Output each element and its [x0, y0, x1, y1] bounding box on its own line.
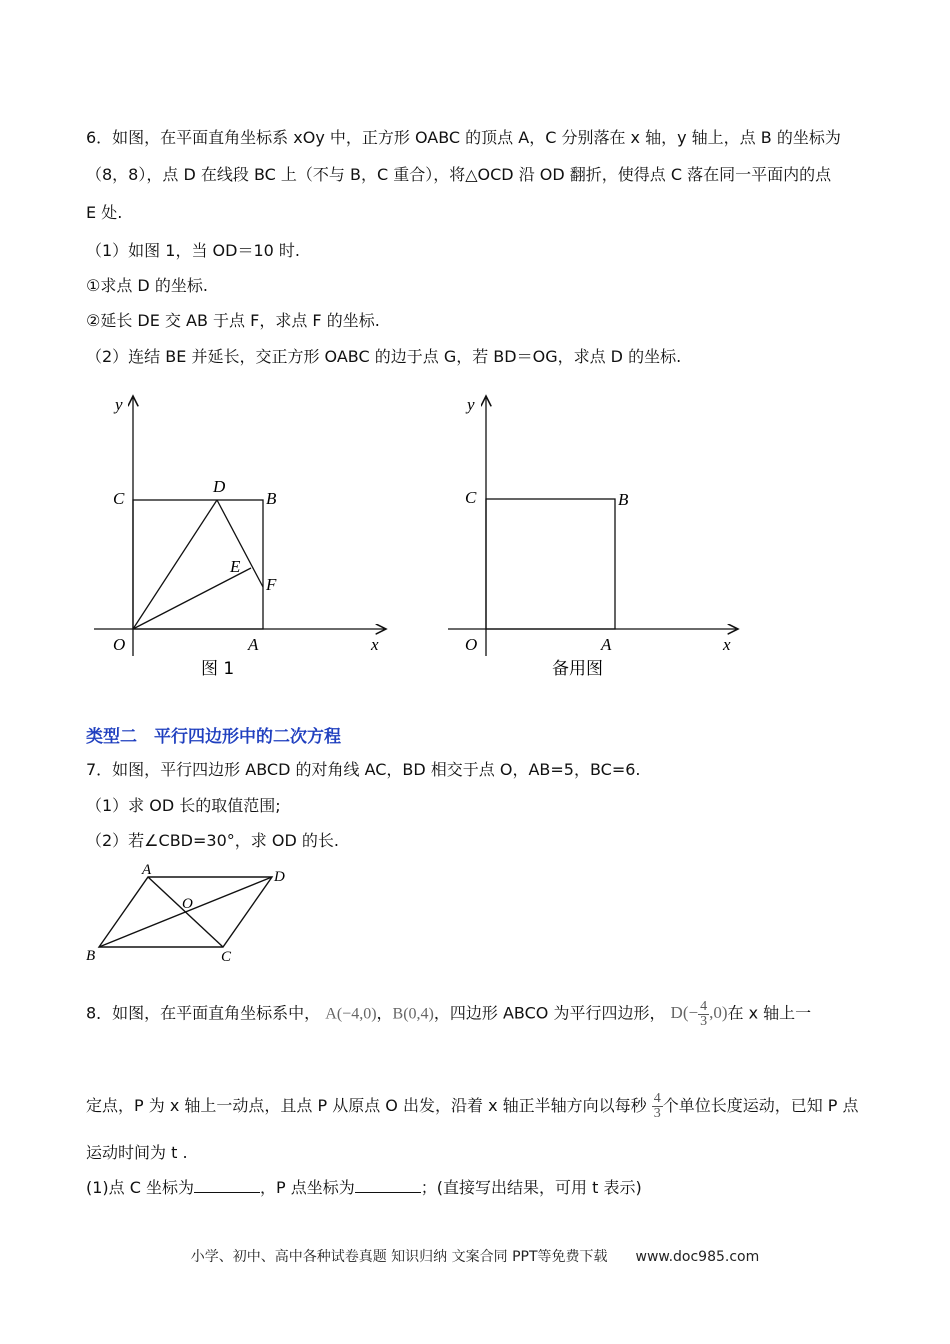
- q7-line-2: （1）求 OD 长的取值范围;: [86, 796, 281, 815]
- label-c: C: [113, 489, 125, 508]
- label-y: y: [115, 395, 123, 414]
- caption-fig1: 图 1: [201, 659, 235, 679]
- label-y: y: [467, 395, 475, 414]
- label-a: A: [248, 635, 259, 654]
- label-x: x: [371, 635, 379, 654]
- q8-line-4: [86, 1178, 642, 1198]
- segment-od: [133, 500, 217, 629]
- figure-parallelogram: [80, 860, 300, 970]
- q6-line-7: （2）连结 BE 并延长，交正方形 OABC 的边于点 G，若 BD＝OG，求点 D 的坐标.: [86, 347, 682, 366]
- q7-line-3: （2）若∠CBD=30°，求 OD 的长.: [86, 831, 339, 850]
- label-o: O: [465, 635, 478, 654]
- point-a: A(−4,0): [325, 1005, 377, 1023]
- q8-line-2: [86, 1092, 859, 1121]
- q8-moving: P 为 x 轴上一动点，且点 P 从原点 O 出发，沿着 x 轴正半轴方向以每秒: [134, 1096, 647, 1115]
- q8-fixed-point: 定点，: [86, 1096, 135, 1115]
- segment-oe: [133, 568, 251, 629]
- label-b: B: [266, 489, 277, 508]
- q6-line-5: ①求点 D 的坐标.: [86, 276, 208, 295]
- speed-fraction: $\frac{4}{3}$: [653, 1091, 661, 1121]
- q7-line-1: 7．如图，平行四边形 ABCD 的对角线 AC，BD 相交于点 O，AB=5，BC=6.: [86, 760, 641, 779]
- section-title: 类型二 平行四边形中的二次方程: [86, 727, 341, 747]
- page-footer: 小学、初中、高中各种试卷真题 知识归纳 文案合同 PPT等免费下载 www.doc985.com: [190, 1249, 760, 1265]
- q8-instruction: ；(直接写出结果，可用 t 表示): [420, 1178, 642, 1197]
- label-b: B: [86, 948, 96, 964]
- q8-separator: ，: [376, 1003, 393, 1023]
- point-b: B(0,4): [392, 1005, 434, 1023]
- q8-line-3: 运动时间为 t .: [86, 1143, 188, 1162]
- square-oabc: [133, 500, 263, 629]
- label-a: A: [142, 862, 152, 878]
- label-d: D: [274, 869, 285, 885]
- q8-p-coord: ，P 点坐标为: [260, 1178, 355, 1197]
- q8-intro: 8．如图，在平面直角坐标系中，: [86, 1003, 321, 1023]
- label-o: O: [182, 896, 193, 912]
- label-f: F: [266, 575, 277, 594]
- figure-1: [86, 388, 396, 688]
- q8-line-1: [86, 1000, 811, 1029]
- label-e: E: [230, 557, 241, 576]
- q8-c-coord: (1)点 C 坐标为: [86, 1178, 195, 1197]
- label-c: C: [465, 488, 477, 507]
- q8-quad: ，四边形 ABCO 为平行四边形，: [433, 1003, 666, 1023]
- q6-line-6: ②延长 DE 交 AB 于点 F，求点 F 的坐标.: [86, 311, 380, 330]
- caption-backup: 备用图: [552, 659, 603, 679]
- q8-speed-text: 个单位长度运动，已知 P 点: [662, 1096, 859, 1115]
- square-oabc: [486, 499, 615, 629]
- q6-line-1: 6．如图，在平面直角坐标系 xOy 中，正方形 OABC 的顶点 A，C 分别落在 x 轴，y 轴上，点 B 的坐标为: [86, 128, 841, 147]
- answer-blank-p[interactable]: [355, 1178, 421, 1193]
- label-c: C: [221, 949, 232, 965]
- point-d: D(− $\frac{4}{3}$ ,0): [670, 999, 728, 1029]
- label-o: O: [113, 635, 126, 654]
- label-x: x: [723, 635, 731, 654]
- figure-backup: [440, 388, 750, 688]
- label-b: B: [618, 490, 629, 509]
- q6-line-2: （8，8），点 D 在线段 BC 上（不与 B，C 重合），将△OCD 沿 OD 翻折，使得点 C 落在同一平面内的点: [86, 165, 832, 184]
- q6-line-3: E 处.: [86, 203, 123, 222]
- q6-line-4: （1）如图 1，当 OD＝10 时.: [86, 241, 300, 260]
- label-d: D: [213, 477, 226, 496]
- label-a: A: [601, 635, 612, 654]
- q8-fixed: 在 x 轴上一: [727, 1003, 812, 1023]
- diagonal-bd: [99, 877, 272, 947]
- answer-blank-c[interactable]: [194, 1178, 260, 1193]
